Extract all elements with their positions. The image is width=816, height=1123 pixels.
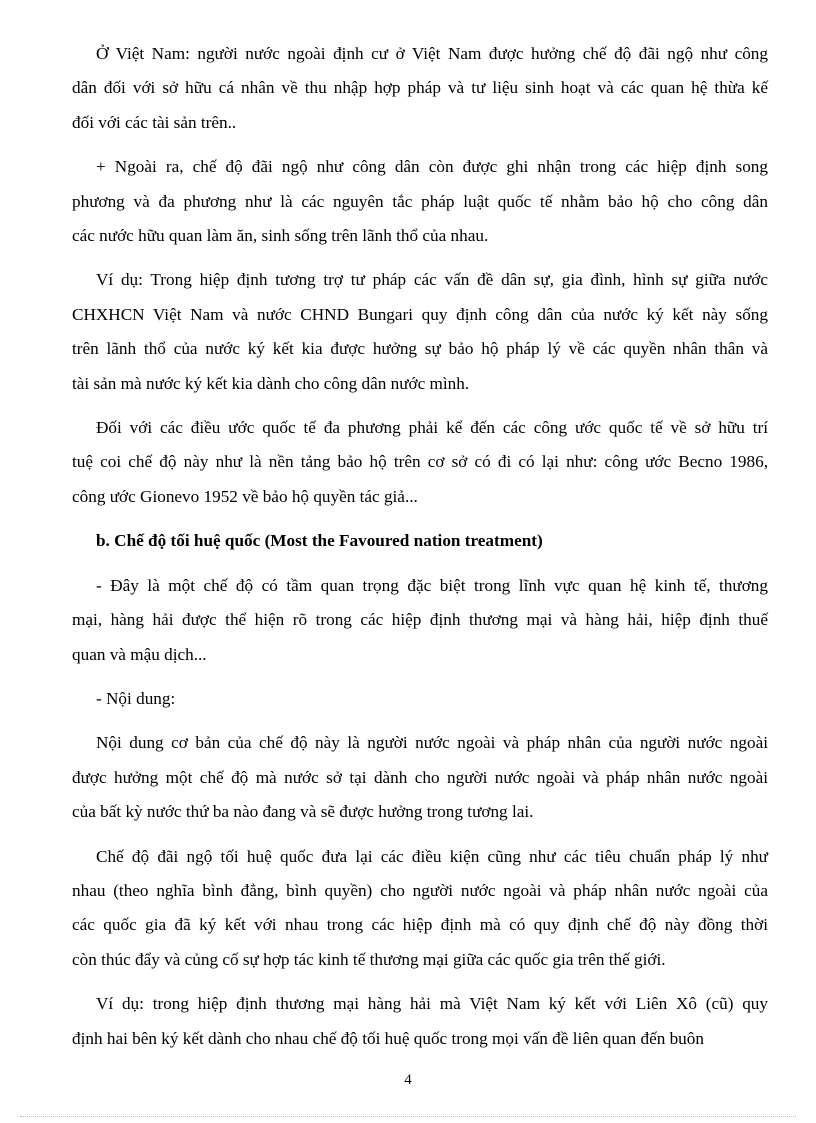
- text-line: tài sản mà nước ký kết kia dành cho công dân nước mình.: [72, 373, 470, 393]
- text-line: được hưởng một chế độ mà nước sở tại dành cho người nước ngoài và pháp nhân nước ngoài: [72, 767, 768, 787]
- text-line: CHXHCN Việt Nam và nước CHND Bungari quy định công dân của nước ký kết này sống: [72, 304, 768, 324]
- page-body: [72, 37, 768, 1066]
- text-line: - Nội dung:: [96, 688, 176, 708]
- text-line: Ở Việt Nam: người nước ngoài định cư ở Việt Nam được hưởng chế độ đãi ngộ như công: [96, 44, 768, 63]
- paragraph-p3: [72, 263, 768, 401]
- paragraph-p6: [72, 682, 768, 716]
- paragraph-p5: [72, 569, 768, 672]
- text-line: mại, hàng hải được thể hiện rõ trong các hiệp định thương mại và hàng hải, hiệp định thuế: [72, 610, 768, 630]
- section-heading: b. Chế độ tối huệ quốc (Most the Favoured nation treatment): [96, 531, 543, 551]
- text-line: các nước hữu quan làm ăn, sinh sống trên lãnh thổ của nhau.: [72, 226, 489, 246]
- text-line: của bất kỳ nước thứ ba nào đang và sẽ được hưởng trong tương lai.: [72, 802, 534, 822]
- paragraph-p2: [72, 150, 768, 253]
- text-line: quan và mậu dịch...: [72, 644, 207, 664]
- page-number: 4: [404, 1072, 412, 1088]
- text-line: công ước Gionevo 1952 về bảo hộ quyền tác giả...: [72, 486, 418, 506]
- text-line: Nội dung cơ bản của chế độ này là người nước ngoài và pháp nhân của người nước ngoài: [96, 733, 768, 753]
- text-line: trên lãnh thổ của nước ký kết kia được hưởng sự bảo hộ pháp lý về các quyền nhân thân và: [72, 339, 768, 359]
- text-line: Ví dụ: trong hiệp định thương mại hàng hải mà Việt Nam ký kết với Liên Xô (cũ) quy: [96, 994, 768, 1014]
- text-line: định hai bên ký kết dành cho nhau chế độ tối huệ quốc trong mọi vấn đề liên quan đến buôn: [72, 1028, 704, 1048]
- paragraph-p9: [72, 987, 768, 1056]
- paragraph-p1: [72, 37, 768, 140]
- text-line: Đối với các điều ước quốc tế đa phương phải kể đến các công ước quốc tế về sở hữu trí: [96, 418, 768, 438]
- text-line: đối với các tài sản trên..: [72, 112, 237, 132]
- paragraph-group-before-heading: [72, 37, 768, 514]
- paragraph-group-after-heading: [72, 569, 768, 1056]
- text-line: dân đối với sở hữu cá nhân về thu nhập hợp pháp và tư liệu sinh hoạt và các quan hệ thừa kế: [72, 78, 768, 98]
- text-line: phương và đa phương như là các nguyên tắc pháp luật quốc tế nhằm bảo hộ cho công dân: [72, 191, 768, 211]
- text-line: - Đây là một chế độ có tầm quan trọng đặc biệt trong lĩnh vực quan hệ kinh tế, thương: [96, 575, 768, 595]
- page-bottom-divider: [20, 1116, 796, 1117]
- text-line: các quốc gia đã ký kết với nhau trong các hiệp định mà có quy định chế độ này đồng thời: [72, 915, 768, 935]
- paragraph-p8: [72, 840, 768, 978]
- text-line: Chế độ đãi ngộ tối huệ quốc đưa lại các điều kiện cũng như các tiêu chuẩn pháp lý như: [96, 846, 768, 866]
- paragraph-p7: [72, 726, 768, 829]
- text-line: nhau (theo nghĩa bình đẳng, bình quyền) cho người nước ngoài và pháp nhân nước ngoài của: [72, 880, 768, 900]
- paragraph-p4: [72, 411, 768, 514]
- text-line: tuệ coi chế độ này như là nền tảng bảo hộ trên cơ sở có đi có lại như: công ước Becno 1986,: [72, 452, 768, 472]
- text-line: + Ngoài ra, chế độ đãi ngộ như công dân còn được ghi nhận trong các hiệp định song: [96, 157, 768, 177]
- text-line: Ví dụ: Trong hiệp định tương trợ tư pháp các vấn đề dân sự, gia đình, hình sự giữa nước: [96, 270, 768, 290]
- text-line: còn thúc đẩy và củng cố sự hợp tác kinh tế thương mại giữa các quốc gia trên thế giới.: [72, 949, 666, 969]
